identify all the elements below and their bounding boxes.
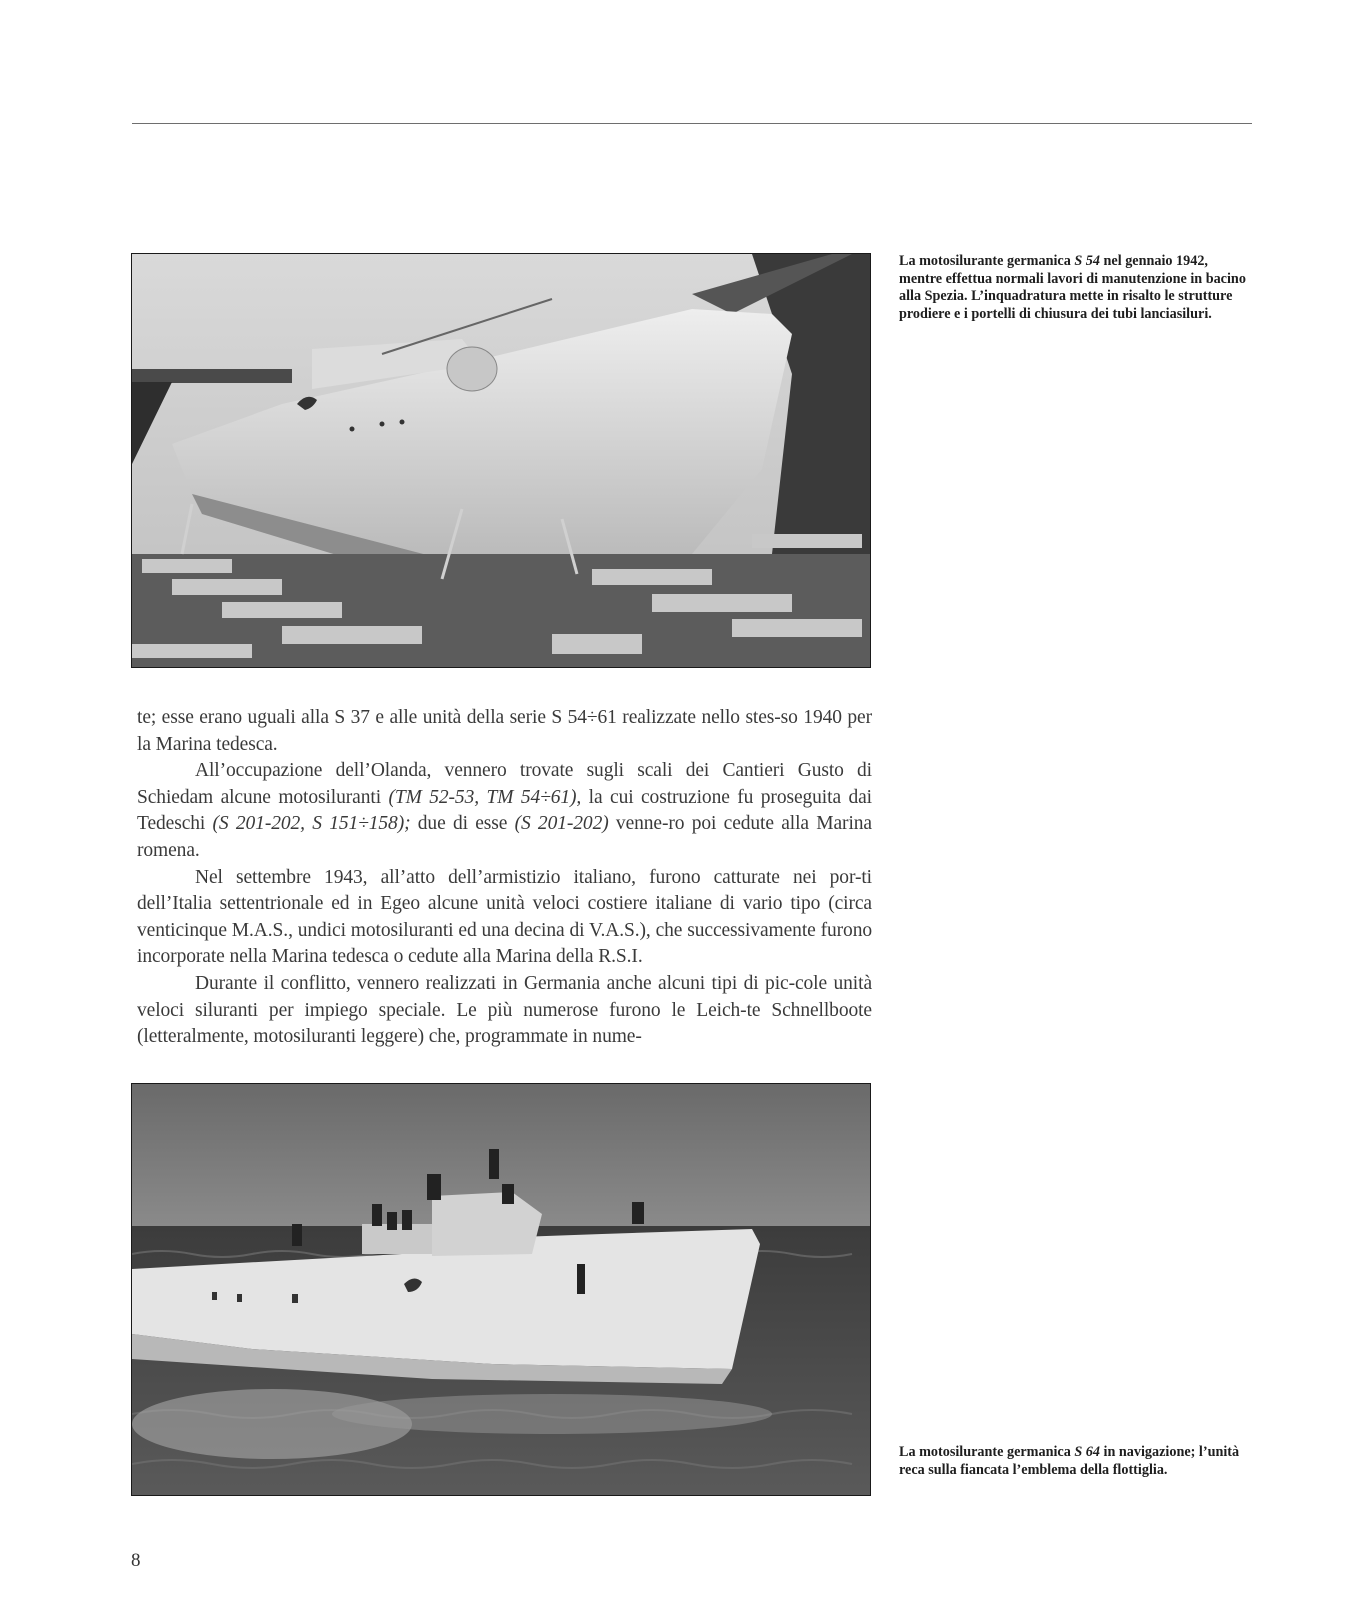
paragraph-3: Nel settembre 1943, all’atto dell’armistizio italiano, furono catturate nei por-ti dell’Italia settentrionale ed in Egeo alcune unità veloci costiere italiane di vario tipo (circa venticinque M.A.S., undici motosiluranti ed una decina di V.A.S.), che successivamente furono incorporate nella Marina tedesca o cedute alla Marina della R.S.I.	[137, 866, 872, 968]
caption-top	[899, 253, 1249, 323]
p2-text-e: due di esse	[410, 813, 515, 835]
caption-bottom-post: in navigazione; l’unità reca sulla fiancata l’emblema della flottiglia.	[899, 1444, 1240, 1478]
p2-italic-d: (S 201-202, S 151÷158);	[212, 813, 411, 835]
caption-bottom-pre: La motosilurante germanica	[899, 1444, 1075, 1460]
p2-italic-f: (S 201-202)	[514, 813, 609, 835]
p2-text-c: la cui costruzione fu proseguita dai Tedeschi	[137, 786, 872, 835]
p2-text-a: All’occupazione dell’Olanda, vennero trovate sugli scali dei Cantieri Gusto di Schiedam alcune motosiluranti	[137, 760, 872, 808]
body-text	[137, 705, 872, 1051]
photo-s64-underway	[131, 1083, 871, 1496]
paragraph-1: te; esse erano uguali alla S 37 e alle unità della serie S 54÷61 realizzate nello stes-so 1940 per la Marina tedesca.	[137, 707, 872, 755]
caption-top-post: nel gennaio 1942, mentre effettua normali lavori di manutenzione in bacino alla Spezia. L’inquadratura mette in risalto le strutture prodiere e i portelli di chiusura dei tubi lanciasiluri.	[899, 253, 1246, 322]
caption-bottom	[899, 1444, 1259, 1479]
p2-text-g: venne-ro poi cedute alla Marina romena.	[137, 813, 872, 861]
header-rule	[132, 123, 1252, 124]
photo-s54-drydock	[131, 253, 871, 668]
paragraph-2	[137, 758, 872, 864]
caption-top-unit: S 54	[1074, 253, 1100, 269]
caption-top-pre: La motosilurante germanica	[899, 253, 1075, 269]
paragraph-4: Durante il conflitto, vennero realizzati in Germania anche alcuni tipi di pic-cole unità veloci siluranti per impiego speciale. Le più numerose furono le Leich-te Schnellboote (letteralmente, motosiluranti leggere) che, programmate in nume-	[137, 972, 872, 1048]
page-number: 8	[131, 1550, 141, 1571]
p2-italic-b: (TM 52-53, TM 54÷61),	[388, 786, 582, 808]
caption-bottom-unit: S 64	[1074, 1444, 1100, 1460]
